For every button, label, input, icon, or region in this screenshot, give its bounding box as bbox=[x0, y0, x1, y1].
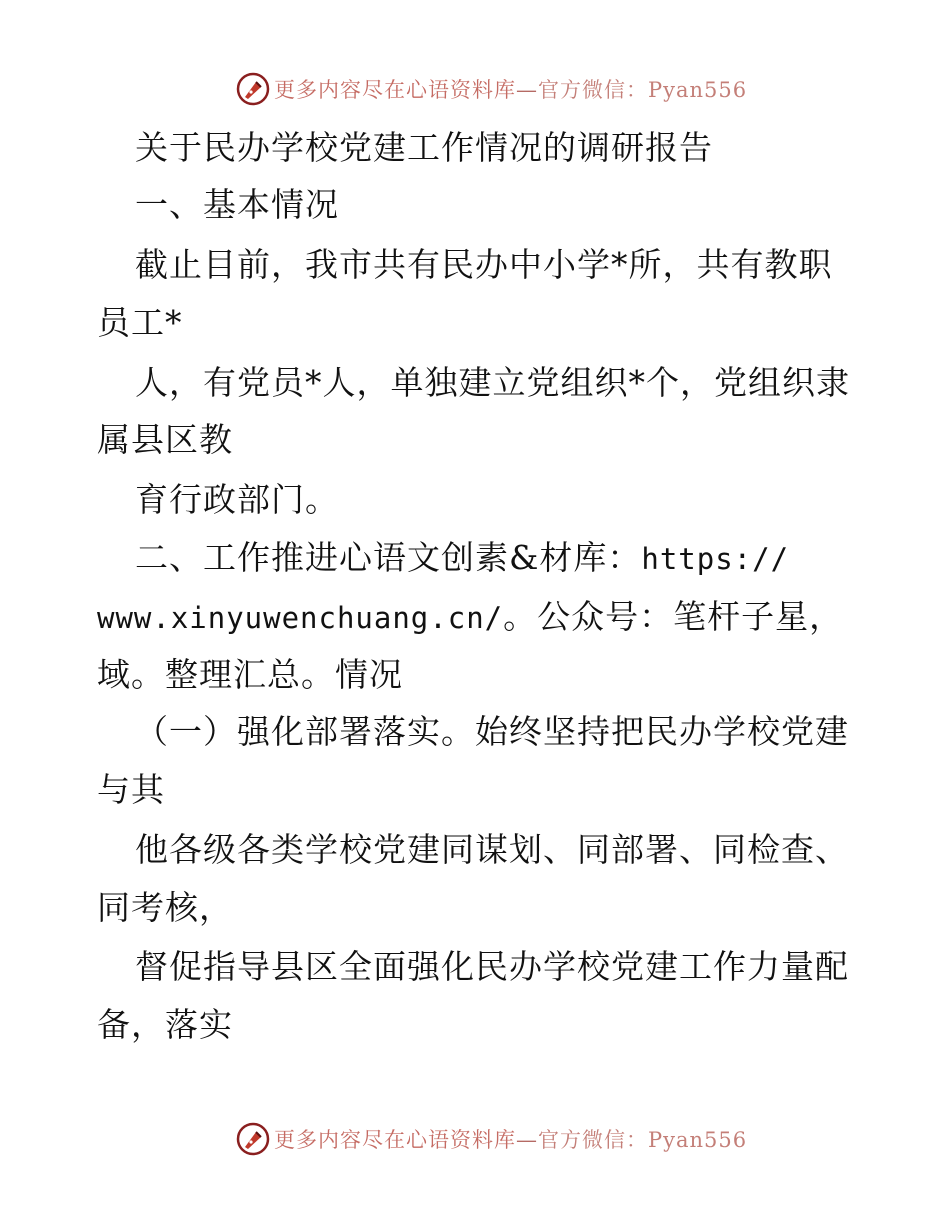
paragraph-line: 他各级各类学校党建同谋划、同部署、同检查、 bbox=[135, 830, 849, 869]
paragraph-line: 督促指导县区全面强化民办学校党建工作力量配 bbox=[135, 947, 849, 986]
banner-separator: — bbox=[516, 1128, 538, 1152]
paragraph-line: （一）强化部署落实。始终坚持把民办学校党建 bbox=[135, 712, 849, 751]
paragraph-line bbox=[97, 597, 843, 638]
section-heading-2-text: 二、工作推进心语文创素&材库： bbox=[135, 538, 642, 577]
pen-nib-logo-icon bbox=[236, 1122, 270, 1156]
banner-text bbox=[274, 1128, 747, 1152]
wechat-account-text: 。公众号：笔杆子星， bbox=[503, 597, 844, 636]
paragraph-line: 员工* bbox=[97, 303, 183, 342]
paragraph-line: 属县区教 bbox=[97, 420, 233, 459]
url-part-1: https:// bbox=[641, 542, 790, 576]
url-part-2: www.xinyuwenchuang.cn/ bbox=[97, 601, 504, 635]
doc-title: 关于民办学校党建工作情况的调研报告 bbox=[135, 128, 713, 167]
paragraph-line: 育行政部门。 bbox=[135, 480, 339, 519]
banner-title: 更多内容尽在心语资料库 bbox=[274, 78, 516, 102]
banner-wechat: 官方微信：Pyan556 bbox=[538, 78, 748, 102]
section-heading-2 bbox=[135, 538, 789, 579]
paragraph-line: 同考核， bbox=[97, 888, 233, 927]
section-heading-1: 一、基本情况 bbox=[135, 185, 339, 224]
paragraph-line: 截止目前，我市共有民办中小学*所，共有教职 bbox=[135, 245, 833, 284]
banner-title: 更多内容尽在心语资料库 bbox=[274, 1128, 516, 1152]
paragraph-line: 人，有党员*人，单独建立党组织*个，党组织隶 bbox=[135, 363, 850, 402]
banner-wechat: 官方微信：Pyan556 bbox=[538, 1128, 748, 1152]
footer-banner bbox=[0, 1120, 950, 1160]
paragraph-line: 备，落实 bbox=[97, 1005, 233, 1044]
banner-separator: — bbox=[516, 78, 538, 102]
paragraph-line: 域。整理汇总。情况 bbox=[97, 655, 403, 694]
paragraph-line: 与其 bbox=[97, 770, 165, 809]
